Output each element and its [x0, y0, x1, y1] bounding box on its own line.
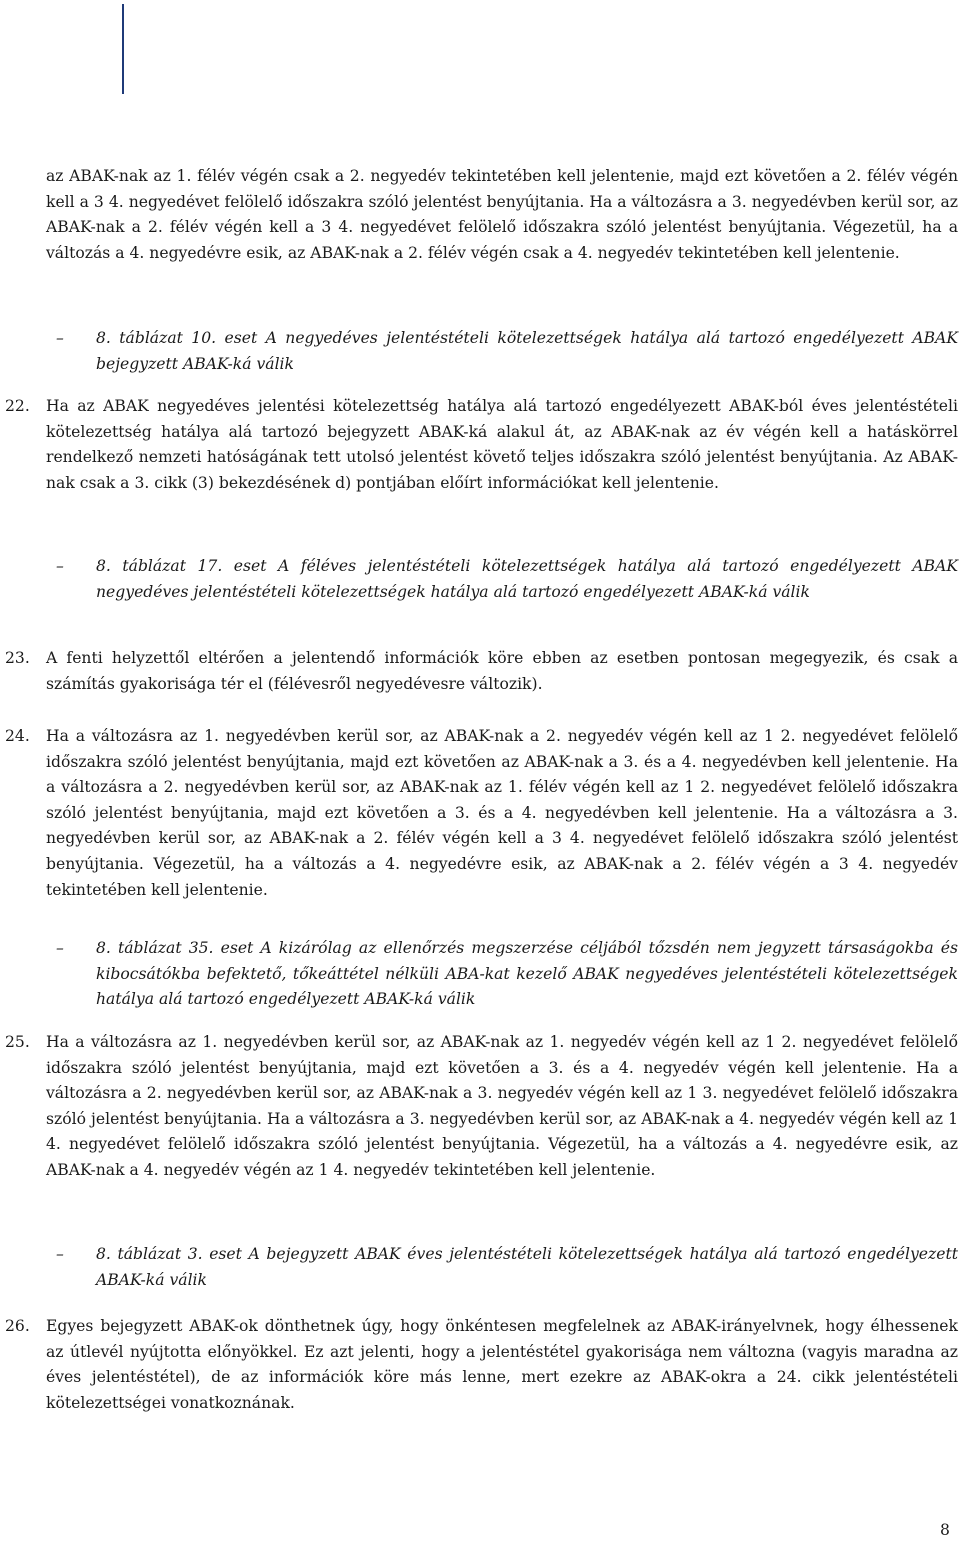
intro-paragraph: az ABAK-nak az 1. félév végén csak a 2. negyedév tekintetében kell jelentenie, majd ezt követően a 2. félév végén kell a 3 4. negyedévet felölelő időszakra szóló jelentést benyújtania. Ha a változásra a 3. negyedévben kerül sor, az ABAK-nak a 2. félév végén kell a 3 4. negyedévet felölelő időszakra szóló jelentést benyújtania. Végezetül, ha a változás a 4. negyedévre esik, az ABAK-nak a 2. félév végén csak a 4. negyedév tekintetében kell jelentenie. [46, 167, 958, 262]
heading-dash: – [56, 557, 64, 575]
table-heading-case-10 [56, 326, 958, 377]
heading-text: 8. táblázat 35. eset A kizárólag az ellenőrzés megszerzése céljából tőzsdén nem jegyzett társaságokba és kibocsátókba befektető, tőkeáttétel nélküli ABA-kat kezelő ABAK negyedéves jelentéstételi kötelezettségek hatálya alá tartozó engedélyezett ABAK-ká válik [96, 939, 958, 1009]
heading-text: 8. táblázat 3. eset A bejegyzett ABAK éves jelentéstételi kötelezettségek hatálya alá tartozó engedélyezett ABAK-ká válik [96, 1245, 958, 1289]
heading-dash: – [56, 939, 64, 957]
paragraph-22 [5, 394, 958, 496]
table-heading-case-3 [56, 1242, 958, 1293]
paragraph-25 [5, 1030, 958, 1184]
paragraph-24 [5, 724, 958, 903]
page-number: 8 [940, 1521, 950, 1539]
heading-text: 8. táblázat 10. eset A negyedéves jelentéstételi kötelezettségek hatálya alá tartozó engedélyezett ABAK bejegyzett ABAK-ká válik [96, 329, 958, 373]
paragraph-23 [5, 646, 958, 697]
paragraph-number: 26. [5, 1317, 30, 1335]
paragraph-text: Ha az ABAK negyedéves jelentési kötelezettség hatálya alá tartozó engedélyezett ABAK-ból éves jelentéstételi kötelezettség hatálya alá tartozó bejegyzett ABAK-ká alakul át, az ABAK-nak az év végén kell a hatáskörrel rendelkező nemzeti hatóságának tett utolsó jelentést követő teljes időszakra szóló jelentést benyújtania. Az ABAK-nak csak a 3. cikk (3) bekezdésének d) pontjában előírt információkat kell jelentenie. [46, 397, 958, 492]
paragraph-number: 24. [5, 727, 30, 745]
table-heading-case-35 [56, 936, 958, 1013]
paragraph-26 [5, 1314, 958, 1416]
paragraph-number: 25. [5, 1033, 30, 1051]
heading-dash: – [56, 1245, 64, 1263]
header-rule [122, 4, 124, 94]
paragraph-text: A fenti helyzettől eltérően a jelentendő információk köre ebben az esetben pontosan megegyezik, és csak a számítás gyakorisága tér el (félévesről negyedévesre változik). [46, 649, 958, 693]
paragraph-text: Ha a változásra az 1. negyedévben kerül sor, az ABAK-nak a 2. negyedév végén kell az 1 2. negyedévet felölelő időszakra szóló jelentést benyújtania, majd ezt követően az ABAK-nak a 3. és a 4. negyedévben kell jelentenie. Ha a változásra a 2. negyedévben kerül sor, az ABAK-nak az 1. félév végén kell az 1 2. negyedévet felölelő időszakra szóló jelentést benyújtania, majd ezt követően a 3. és a 4. negyedévben kell jelentenie. Ha a változásra a 3. negyedévben kerül sor, az ABAK-nak a 2. félév végén kell a 3 4. negyedévet felölelő időszakra szóló jelentést benyújtania. Végezetül, ha a változás a 4. negyedévre esik, az ABAK-nak a 2. félév végén a 3 4. negyedév tekintetében kell jelentenie. [46, 727, 958, 899]
paragraph-text: Ha a változásra az 1. negyedévben kerül sor, az ABAK-nak az 1. negyedév végén kell az 1 2. negyedévet felölelő időszakra szóló jelentést benyújtania, majd ezt követően a 3. és a 4. negyedév végén kell jelentenie. Ha a változásra a 2. negyedévben kerül sor, az ABAK-nak a 3. negyedév végén kell az 1 3. negyedévet felölelő időszakra szóló jelentést benyújtania. Ha a változásra a 3. negyedévben kerül sor, az ABAK-nak a 4. negyedév végén kell az 1 4. negyedévet felölelő időszakra szóló jelentést benyújtania. Végezetül, ha a változás a 4. negyedévre esik, az ABAK-nak a 4. negyedév végén az 1 4. negyedév tekintetében kell jelentenie. [46, 1033, 958, 1179]
paragraph-number: 22. [5, 397, 30, 415]
paragraph-text: Egyes bejegyzett ABAK-ok dönthetnek úgy, hogy önkéntesen megfelelnek az ABAK-irányelvnek, hogy élhessenek az útlevél nyújtotta előnyökkel. Ez azt jelenti, hogy a jelentéstétel gyakorisága nem változna (vagyis maradna az éves jelentéstétel), de az információk köre más lenne, mert ezekre az ABAK-okra a 24. cikk jelentéstételi kötelezettségei vonatkoznának. [46, 1317, 958, 1412]
table-heading-case-17 [56, 554, 958, 605]
heading-dash: – [56, 329, 64, 347]
paragraph-number: 23. [5, 649, 30, 667]
heading-text: 8. táblázat 17. eset A féléves jelentéstételi kötelezettségek hatálya alá tartozó engedélyezett ABAK negyedéves jelentéstételi kötelezettségek hatálya alá tartozó engedélyezett ABAK-ká válik [96, 557, 958, 601]
